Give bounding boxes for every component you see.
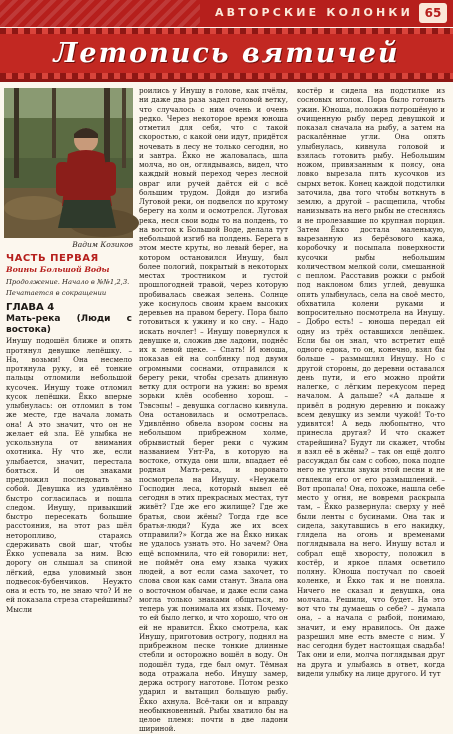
- header-ornament: [0, 0, 200, 27]
- abridged-note: Печатается в сокращении: [6, 288, 107, 297]
- author-photo: [4, 88, 133, 238]
- column-1-text: Инушу подошёл ближе и опять протянул девушке лепёшку. – На, возьми! Она несмело протянула руку, и её тонкие пальцы отломили небольшой кусочек. Инушу тоже отломил кусок лепёшки. Ёкко вперые улыбнулась: он отломил в том же месте, где начала ломать она! А это значит, что он не желает ей зла. Её улыбка не ускользнула от внимания охотника. Ну что же, если улыбается, значит, перестала бояться. И он знаками предложил последовать за собой. Девушка из удивлённо быстро согласилась и пошла следом. Инушу, привыкший быстро пересекать большие расстояния, на этот раз шёл неторопливо, стараясь сдерживать свой шаг, чтобы Ёкко успевала за ним. Всю дорогу он слышал за спиной лёгкий, едва уловимый звон подвесок-бубенчиков. Неужто она и есть то, не знаю что? И не ей показала стреза старейшины? Мысли: [6, 336, 133, 614]
- column-3-text: костёр и сидела на подстилке из сосновых иголок. Пора было готовить ужин. Юноша, положив потрошёную и очищенную рыбу перед девушкой и показал сначала на рыбу, а затем на раскалённые угли. Она опять улыбнулась, кивнула головой и взялась готовить рыбу. Небольшим ножом, привязанным к поясу, она ловко вырезала пять кусочков из сырых веток. Конец каждой подстилки заточила, два того чтобы воткнуть в землю, а другой – расщепила, чтобы нанизывать на него рыбы не стесняясь и не пролезавшие по крупная порция. Затем Ёкко достала маленькую, вырезанную из берёзового кажа, коробочку и посыпала поверхности кусочки рыбы небольшим количеством мелкой соли, смешанной с пеплом. Расставив рожки с рыбой под наклоном близ углей, девушка опять улыбнулась, села на своё место, обхватила колени руками и вопросительно посмотрела на Инушу. – Добро есть! – юноша передал ей одну из трёх оставшихся лепёшек. Если бы он знал, что встретит ещё одного едока, то он, конечно, взял бы больше – размышлял Инушу. Но с другой стороны, до деревни оставался день пути, и его можно пройти налегке, с лёгким перекусом перед началом. А дальше? «А дальше я привёл в родную деревню и покажу всем девушку из земли чужой! То-то удивятся! А ведь любопытно, что принесла другая? И что скажет старейшина? Будут ли скажет, чтобы я взял её в жёны? – так он ещё долго рассуждал бы сам с собою, пока подле него не утихли звуки этой песни и не отвлекли его от его размышлений. – Вот пропала! Она, похоже, нашла себе место у огня, не вовремя раскрыла там, – Ёкко развернула: сверху у неё были ленты с бусинами. Она так и сидела, закутавшись в его накидку, глядела на огонь и временами поглядывала на него. Инушу встал и собрал ещё хворосту, положил в костёр, и яркое пламя осветило поляну. Юноша постучал по своей коленке, и Ёкко так и не поняла. Ничего не сказал и девушка, она молчала. Решили, что будет. На это вот что ты думаешь о себе? – думала она, – а начала с рыбой, понимаю, значит, и ему нравилось. Он даже разрешил мне есть вместе с ним. У нас сегодня будет настоящая свадьба! Так они и ели, молча поглядывая друг на друга и улыбаясь в ответ, когда видели улыбку на лице другого. И тут: [297, 86, 445, 678]
- section-title: АВТОРСКИЕ КОЛОНКИ: [214, 6, 414, 19]
- part-heading: ЧАСТЬ ПЕРВАЯ: [6, 253, 99, 264]
- page-title: Летопись вятичей: [53, 38, 400, 69]
- column-2: [139, 86, 288, 734]
- chapter-heading: ГЛАВА 4: [6, 302, 55, 314]
- author-photo-image: [4, 88, 133, 238]
- header-band: [0, 0, 453, 27]
- banner-pattern-top: [0, 28, 453, 34]
- series-title: Воины Большой Воды: [6, 265, 110, 275]
- continuation-note: Продолжение. Начало в №№1,2,3.: [6, 277, 130, 286]
- photo-credit: Вадим Козиков: [72, 240, 133, 249]
- column-1: [6, 252, 132, 614]
- chapter-title: Мать-река (Люди с востока): [6, 314, 132, 336]
- column-3: [297, 86, 445, 678]
- column-2-text: роились у Инушу в голове, как пчёлы, ни даже два раза задел головой ветку, что случалось с ним очень и очень редко. Через некоторое время юноша отметил для себя, что с такой скоростью, с какой они идут, придётся ночевать в лесу не только сегодня, но и завтра. Ёкко не жаловалась, шла молча, но он, оглядываясь, видел, что каждый новый переход через лесной овраг или ручей даётся ей с всё большим трудом. Дойдя до изгиба Луговой реки, он подвелся по крутому берегу на холм и осмотрелся. Луговая река, неся свои воды то на полдень, то на восток к Большой Воде, делала тут небольшой изгиб на полдень. Берега в этом месте круты, но левый берег, на котором остановился Инушу, был более пологий, покрытый в некоторых местах тростником и густой прошлогодней травой, через которую пробивалась свежая зелень. Солнце уже коснулось своим краем высоких деревьев на правом берегу. Пора было готовиться к ужину и ко сну. – Надо искать ночлег! – Инушу повернулся к девушке и, сложив две ладони, поднёс их к левой щеке. – Спать! И юноша, показав ей на солбянку под двумя огромными соснами, отправился к берегу реки, чтобы срезать длинную ветку для остроги на ужин: во время зорьки клёв особенно хорош. – Тэвсэпы! – девушка согласно кивнула. Она остановилась и осмотрелась. Удивлённо обвела взором сосны на небольшом прибрежном холме, обрывистый берег реки с чужим названием Унт-Ра, в которую на востоке, откуда они шли, впадает её родная Мать-река, и воровато посмотрела на Инушу. «Неужели Господин леса, который вывел её сегодня в этих прекрасных местах, тут живёт? Где же его жилище? Где же братья, свои жёны? Тогда где все братья-люди? Куда же их всех отправили?» Когда же на Ёкко никак не удалось узнать это. Но зачем? Она ещё вспомнила, что ей говорили: нет, не поймёт она ему языка чужих людей, а вот если сама захочет, то слова свои как сами станут. Знала она о восточном обычае, и даже если сама могла только знаками общаться, но теперь уж понимала их язык. Почему-то ей было легко, и что хорошо, что он ей не нравится. Ёкко смотрела, как Инушу, приготовив острогу, поднял на прибрежном песке тонкие длинные стебли и осторожно вошёл в воду. Он подошёл туда, где был омут. Тёмная вода отражала небо. Инушу замер, держа острогу наготове. Потом резко ударил и вытащил большую рыбу. Ёкко ахнула. Всё-таки он и вправду необыкновенный. Рыбы хватило бы на целое племя: почти в две ладони шириной.: [139, 86, 288, 734]
- page-number: 65: [419, 3, 447, 23]
- title-banner: [0, 28, 453, 82]
- banner-pattern-bottom: [0, 73, 453, 79]
